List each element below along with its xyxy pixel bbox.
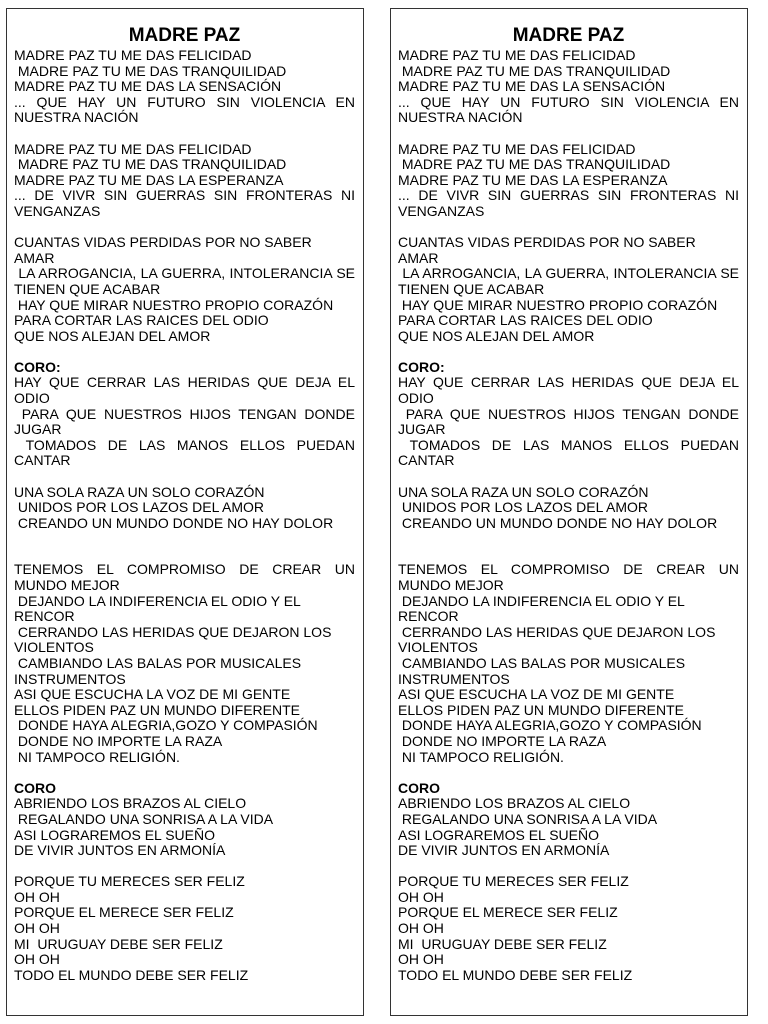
lyric-line: MADRE PAZ TU ME DAS TRANQUILIDAD	[14, 156, 287, 173]
lyric-line: ODIO	[14, 390, 50, 407]
lyric-line: MADRE PAZ TU ME DAS FELICIDAD	[14, 140, 252, 157]
stanza-spacer	[14, 765, 355, 781]
lyric-line: PARA QUE NUESTROS HIJOS TENGAN DONDE	[398, 405, 739, 422]
lyric-line: DONDE HAYA ALEGRIA,GOZO Y COMPASIÓN	[14, 717, 318, 734]
lyric-line: MI URUGUAY DEBE SER FELIZ	[398, 935, 607, 952]
lyric-line: TENEMOS EL COMPROMISO DE CREAR UN	[398, 561, 739, 578]
lyric-line: UNIDOS POR LOS LAZOS DEL AMOR	[14, 499, 264, 516]
lyric-line: REGALANDO UNA SONRISA A LA VIDA	[14, 810, 274, 827]
lyric-line: MADRE PAZ TU ME DAS FELICIDAD	[398, 140, 636, 157]
lyric-line: MUNDO MEJOR	[14, 577, 120, 593]
lyric-line: CERRANDO LAS HERIDAS QUE DEJARON LOS	[14, 623, 332, 640]
lyric-line: RENCOR	[14, 608, 75, 625]
lyric-line: MI URUGUAY DEBE SER FELIZ	[14, 935, 223, 952]
stanza-spacer	[14, 469, 355, 485]
lyric-line: QUE NOS ALEJAN DEL AMOR	[398, 327, 595, 344]
lyric-line: DEJANDO LA INDIFERENCIA EL ODIO Y EL	[398, 592, 685, 609]
stanza-spacer	[14, 531, 355, 562]
stanza-spacer	[398, 531, 739, 562]
lyric-line: OH OH	[14, 888, 60, 905]
lyric-line: ... DE VIVR SIN GUERRAS SIN FRONTERAS NI	[14, 187, 355, 204]
lyric-line: UNIDOS POR LOS LAZOS DEL AMOR	[398, 499, 648, 516]
lyric-line: MADRE PAZ TU ME DAS FELICIDAD	[14, 47, 252, 63]
lyric-line: CANTAR	[398, 452, 455, 469]
stanza-spacer	[398, 469, 739, 485]
stanza-spacer	[398, 220, 739, 236]
lyric-line: CAMBIANDO LAS BALAS POR MUSICALES	[14, 654, 302, 671]
lyric-line: MADRE PAZ TU ME DAS TRANQUILIDAD	[398, 156, 671, 173]
lyric-line: ... QUE HAY UN FUTURO SIN VIOLENCIA EN	[398, 93, 739, 110]
lyric-line: UNA SOLA RAZA UN SOLO CORAZÓN	[398, 483, 649, 500]
lyric-line: TIENEN QUE ACABAR	[14, 280, 161, 297]
lyric-line: RENCOR	[398, 608, 459, 625]
lyric-line: DONDE HAYA ALEGRIA,GOZO Y COMPASIÓN	[398, 717, 702, 734]
chorus-heading: CORO:	[398, 358, 445, 375]
lyric-line: OH OH	[14, 951, 60, 968]
lyric-line: ... DE VIVR SIN GUERRAS SIN FRONTERAS NI	[398, 187, 739, 204]
stanza-spacer	[14, 126, 355, 142]
lyric-line: MADRE PAZ TU ME DAS TRANQUILIDAD	[398, 62, 671, 79]
stanza-spacer	[398, 765, 739, 781]
lyric-line: MUNDO MEJOR	[398, 577, 504, 593]
stanza-spacer	[398, 126, 739, 142]
lyric-line: LA ARROGANCIA, LA GUERRA, INTOLERANCIA SE	[398, 265, 739, 282]
lyric-line: LA ARROGANCIA, LA GUERRA, INTOLERANCIA SE	[14, 265, 355, 282]
lyric-line: MADRE PAZ TU ME DAS LA SENSACIÓN	[14, 78, 282, 95]
lyrics-sheet-left	[6, 8, 364, 1016]
lyric-line: OH OH	[398, 951, 444, 968]
lyric-line: NUESTRA NACIÓN	[14, 109, 139, 126]
lyric-line: CERRANDO LAS HERIDAS QUE DEJARON LOS	[398, 623, 716, 640]
stanza-spacer	[14, 859, 355, 875]
lyric-line: DONDE NO IMPORTE LA RAZA	[14, 732, 223, 749]
lyric-line: PARA QUE NUESTROS HIJOS TENGAN DONDE	[14, 405, 355, 422]
lyric-line: QUE NOS ALEJAN DEL AMOR	[14, 327, 211, 344]
lyric-line: MADRE PAZ TU ME DAS LA ESPERANZA	[398, 171, 668, 188]
lyric-line: CREANDO UN MUNDO DONDE NO HAY DOLOR	[14, 514, 334, 531]
lyric-line: VENGANZAS	[398, 202, 485, 219]
lyric-line: VENGANZAS	[14, 202, 101, 219]
lyric-line: TOMADOS DE LAS MANOS ELLOS PUEDAN	[14, 436, 355, 453]
lyric-line: ABRIENDO LOS BRAZOS AL CIELO	[398, 795, 631, 812]
stanza-spacer	[14, 220, 355, 236]
lyric-line: HAY QUE CERRAR LAS HERIDAS QUE DEJA EL	[14, 374, 355, 391]
lyrics-sheet-right	[390, 8, 748, 1016]
lyric-line: TODO EL MUNDO DEBE SER FELIZ	[14, 966, 249, 983]
chorus-heading: CORO	[398, 779, 440, 796]
lyric-line: DE VIVIR JUNTOS EN ARMONÍA	[14, 842, 226, 859]
lyric-line: ODIO	[398, 390, 434, 407]
song-title: MADRE PAZ	[512, 25, 625, 46]
lyric-line: ELLOS PIDEN PAZ UN MUNDO DIFERENTE	[14, 701, 301, 718]
lyric-line: HAY QUE CERRAR LAS HERIDAS QUE DEJA EL	[398, 374, 739, 391]
lyric-line: ABRIENDO LOS BRAZOS AL CIELO	[14, 795, 247, 812]
lyric-line: DEJANDO LA INDIFERENCIA EL ODIO Y EL	[14, 592, 301, 609]
lyric-line: TOMADOS DE LAS MANOS ELLOS PUEDAN	[398, 436, 739, 453]
lyric-line: NI TAMPOCO RELIGIÓN.	[398, 748, 564, 765]
lyric-line: TIENEN QUE ACABAR	[398, 280, 545, 297]
lyric-line: UNA SOLA RAZA UN SOLO CORAZÓN	[14, 483, 265, 500]
lyric-line: HAY QUE MIRAR NUESTRO PROPIO CORAZÓN	[14, 296, 334, 313]
lyric-line: PARA CORTAR LAS RAICES DEL ODIO	[14, 312, 269, 329]
lyric-line: TENEMOS EL COMPROMISO DE CREAR UN	[14, 561, 355, 578]
lyric-line: MADRE PAZ TU ME DAS LA SENSACIÓN	[398, 78, 666, 95]
lyric-line: ASI QUE ESCUCHA LA VOZ DE MI GENTE	[14, 686, 291, 703]
stanza-spacer	[14, 344, 355, 360]
lyric-line: PARA CORTAR LAS RAICES DEL ODIO	[398, 312, 653, 329]
lyric-line: MADRE PAZ TU ME DAS FELICIDAD	[398, 47, 636, 63]
lyric-line: VIOLENTOS	[14, 639, 94, 656]
lyric-line: ASI LOGRAREMOS EL SUEÑO	[398, 826, 599, 843]
lyric-line: REGALANDO UNA SONRISA A LA VIDA	[398, 810, 658, 827]
lyric-line: CUANTAS VIDAS PERDIDAS POR NO SABER AMAR	[14, 234, 315, 266]
lyric-line: MADRE PAZ TU ME DAS LA ESPERANZA	[14, 171, 284, 188]
stanza-spacer	[398, 859, 739, 875]
lyric-line: NI TAMPOCO RELIGIÓN.	[14, 748, 180, 765]
song-title: MADRE PAZ	[128, 25, 241, 46]
lyric-line: PORQUE TU MERECES SER FELIZ	[14, 873, 245, 890]
lyric-line: DE VIVIR JUNTOS EN ARMONÍA	[398, 842, 610, 859]
stanza-spacer	[398, 344, 739, 360]
lyric-line: PORQUE TU MERECES SER FELIZ	[398, 873, 629, 890]
lyric-line: CUANTAS VIDAS PERDIDAS POR NO SABER AMAR	[398, 234, 699, 266]
lyric-line: MADRE PAZ TU ME DAS TRANQUILIDAD	[14, 62, 287, 79]
lyric-line: ASI QUE ESCUCHA LA VOZ DE MI GENTE	[398, 686, 675, 703]
lyric-line: TODO EL MUNDO DEBE SER FELIZ	[398, 966, 633, 983]
lyric-line: VIOLENTOS	[398, 639, 478, 656]
lyric-line: JUGAR	[14, 421, 62, 438]
lyric-line: INSTRUMENTOS	[14, 670, 126, 687]
lyric-line: CREANDO UN MUNDO DONDE NO HAY DOLOR	[398, 514, 718, 531]
lyric-line: CAMBIANDO LAS BALAS POR MUSICALES	[398, 654, 686, 671]
lyric-line: NUESTRA NACIÓN	[398, 109, 523, 126]
lyric-line: OH OH	[398, 920, 444, 937]
chorus-heading: CORO:	[14, 358, 61, 375]
chorus-heading: CORO	[14, 779, 56, 796]
lyric-line: CANTAR	[14, 452, 71, 469]
lyric-line: PORQUE EL MERECE SER FELIZ	[398, 904, 618, 921]
lyric-line: DONDE NO IMPORTE LA RAZA	[398, 732, 607, 749]
lyric-line: PORQUE EL MERECE SER FELIZ	[14, 904, 234, 921]
lyric-line: OH OH	[398, 888, 444, 905]
lyric-line: ASI LOGRAREMOS EL SUEÑO	[14, 826, 215, 843]
lyric-line: INSTRUMENTOS	[398, 670, 510, 687]
lyric-line: ELLOS PIDEN PAZ UN MUNDO DIFERENTE	[398, 701, 685, 718]
lyric-line: HAY QUE MIRAR NUESTRO PROPIO CORAZÓN	[398, 296, 718, 313]
lyric-line: JUGAR	[398, 421, 446, 438]
lyric-line: OH OH	[14, 920, 60, 937]
lyric-line: ... QUE HAY UN FUTURO SIN VIOLENCIA EN	[14, 93, 355, 110]
